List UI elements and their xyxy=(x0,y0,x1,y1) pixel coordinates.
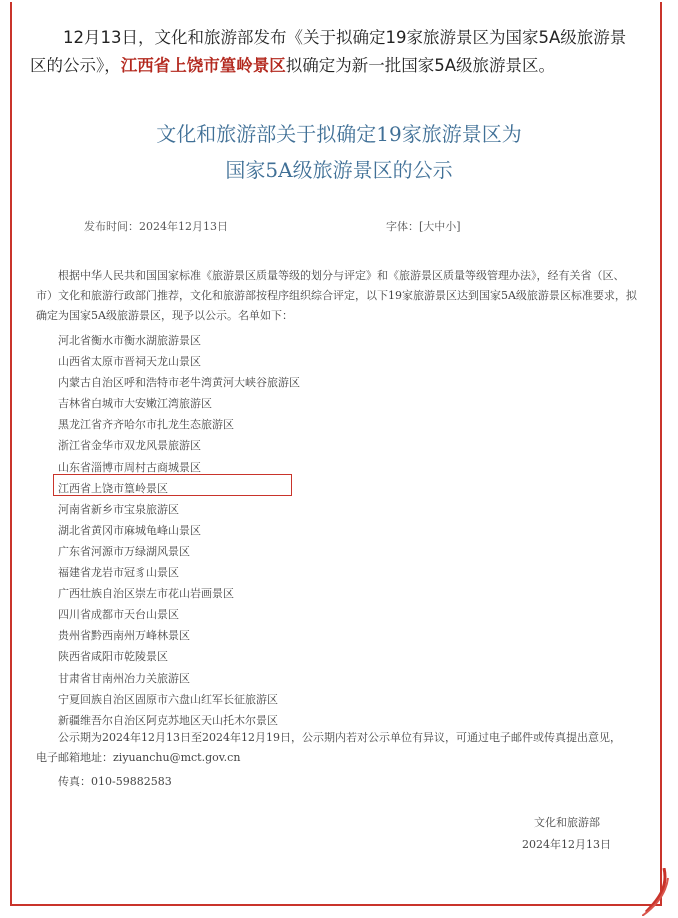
list-item: 湖北省黄冈市麻城龟峰山景区 xyxy=(58,523,201,537)
font-size-small-link[interactable]: 小 xyxy=(445,220,457,233)
intro-paragraph xyxy=(30,24,642,80)
intro-highlight: 江西省上饶市篁岭景区 xyxy=(120,56,286,75)
notice-title-line1: 文化和旅游部关于拟确定19家旅游景区为 xyxy=(156,122,522,146)
publicity-period-text: 公示期为2024年12月13日至2024年12月19日，公示期内若对公示单位有异议，可通过电子邮件或传真提出意见， xyxy=(58,731,621,744)
fax-number: 传真：010-59882583 xyxy=(58,775,172,788)
publicity-period-paragraph xyxy=(36,728,640,768)
list-item: 甘肃省甘南州冶力关旅游区 xyxy=(58,671,190,685)
intro-text-after: 拟确定为新一批国家5A级旅游景区。 xyxy=(285,56,556,75)
list-item: 广西壮族自治区崇左市花山岩画景区 xyxy=(58,587,234,601)
ribbon-decoration xyxy=(642,868,670,916)
signature-date: 2024年12月13日 xyxy=(522,838,611,851)
list-item: 宁夏回族自治区固原市六盘山红军长征旅游区 xyxy=(58,692,278,706)
font-size-large-link[interactable]: 大 xyxy=(423,220,435,233)
notice-title-line2: 国家5A级旅游景区的公示 xyxy=(225,158,453,182)
list-item: 内蒙古自治区呼和浩特市老牛湾黄河大峡谷旅游区 xyxy=(58,376,300,390)
font-size-selector xyxy=(386,218,461,234)
list-item: 新疆维吾尔自治区阿克苏地区天山托木尔景区 xyxy=(58,713,278,727)
list-item: 广东省河源市万绿湖风景区 xyxy=(58,544,190,558)
list-item: 四川省成都市天台山景区 xyxy=(58,608,179,622)
list-item: 吉林省白城市大安嫩江湾旅游区 xyxy=(58,397,212,411)
list-item: 黑龙江省齐齐哈尔市扎龙生态旅游区 xyxy=(58,418,234,432)
highlight-box xyxy=(53,474,292,496)
font-size-label: 字体： xyxy=(386,220,419,233)
signature-org: 文化和旅游部 xyxy=(534,816,600,829)
list-item: 浙江省金华市双龙风景旅游区 xyxy=(58,439,201,453)
notice-body-paragraph: 根据中华人民共和国国家标准《旅游景区质量等级的划分与评定》和《旅游景区质量等级管理办法》，经有关省（区、市）文化和旅游行政部门推荐，文化和旅游部按程序组织综合评定，以下19家旅游景区达到国家5A级旅游景区标准要求，拟确定为国家5A级旅游景区，现予以公示。名单如下： xyxy=(36,269,637,322)
list-item: 山东省淄博市周村古商城景区 xyxy=(58,460,201,474)
publish-date: 发布时间：2024年12月13日 xyxy=(84,220,228,233)
list-item: 河北省衡水市衡水湖旅游景区 xyxy=(58,334,201,347)
list-item: 福建省龙岩市冠豸山景区 xyxy=(58,566,179,580)
font-size-open-bracket: [ xyxy=(419,220,424,233)
list-item: 山西省太原市晋祠天龙山景区 xyxy=(58,355,201,369)
list-item: 河南省新乡市宝泉旅游区 xyxy=(58,502,179,516)
email-address: 电子邮箱地址：ziyuanchu@mct.gov.cn xyxy=(36,751,241,764)
list-item: 陕西省咸阳市乾陵景区 xyxy=(58,650,168,664)
font-size-medium-link[interactable]: 中 xyxy=(434,220,446,233)
font-size-close-bracket: ] xyxy=(456,220,461,233)
list-item-highlighted: 江西省上饶市篁岭景区 xyxy=(58,481,168,495)
list-item: 贵州省黔西南州万峰林景区 xyxy=(58,629,190,643)
intro-text-before: 12月13日，文化和旅游部发布《关于拟确定19家旅游景区为国家5A级旅游景区的公示》， xyxy=(30,28,627,75)
scenic-area-list xyxy=(58,330,300,731)
